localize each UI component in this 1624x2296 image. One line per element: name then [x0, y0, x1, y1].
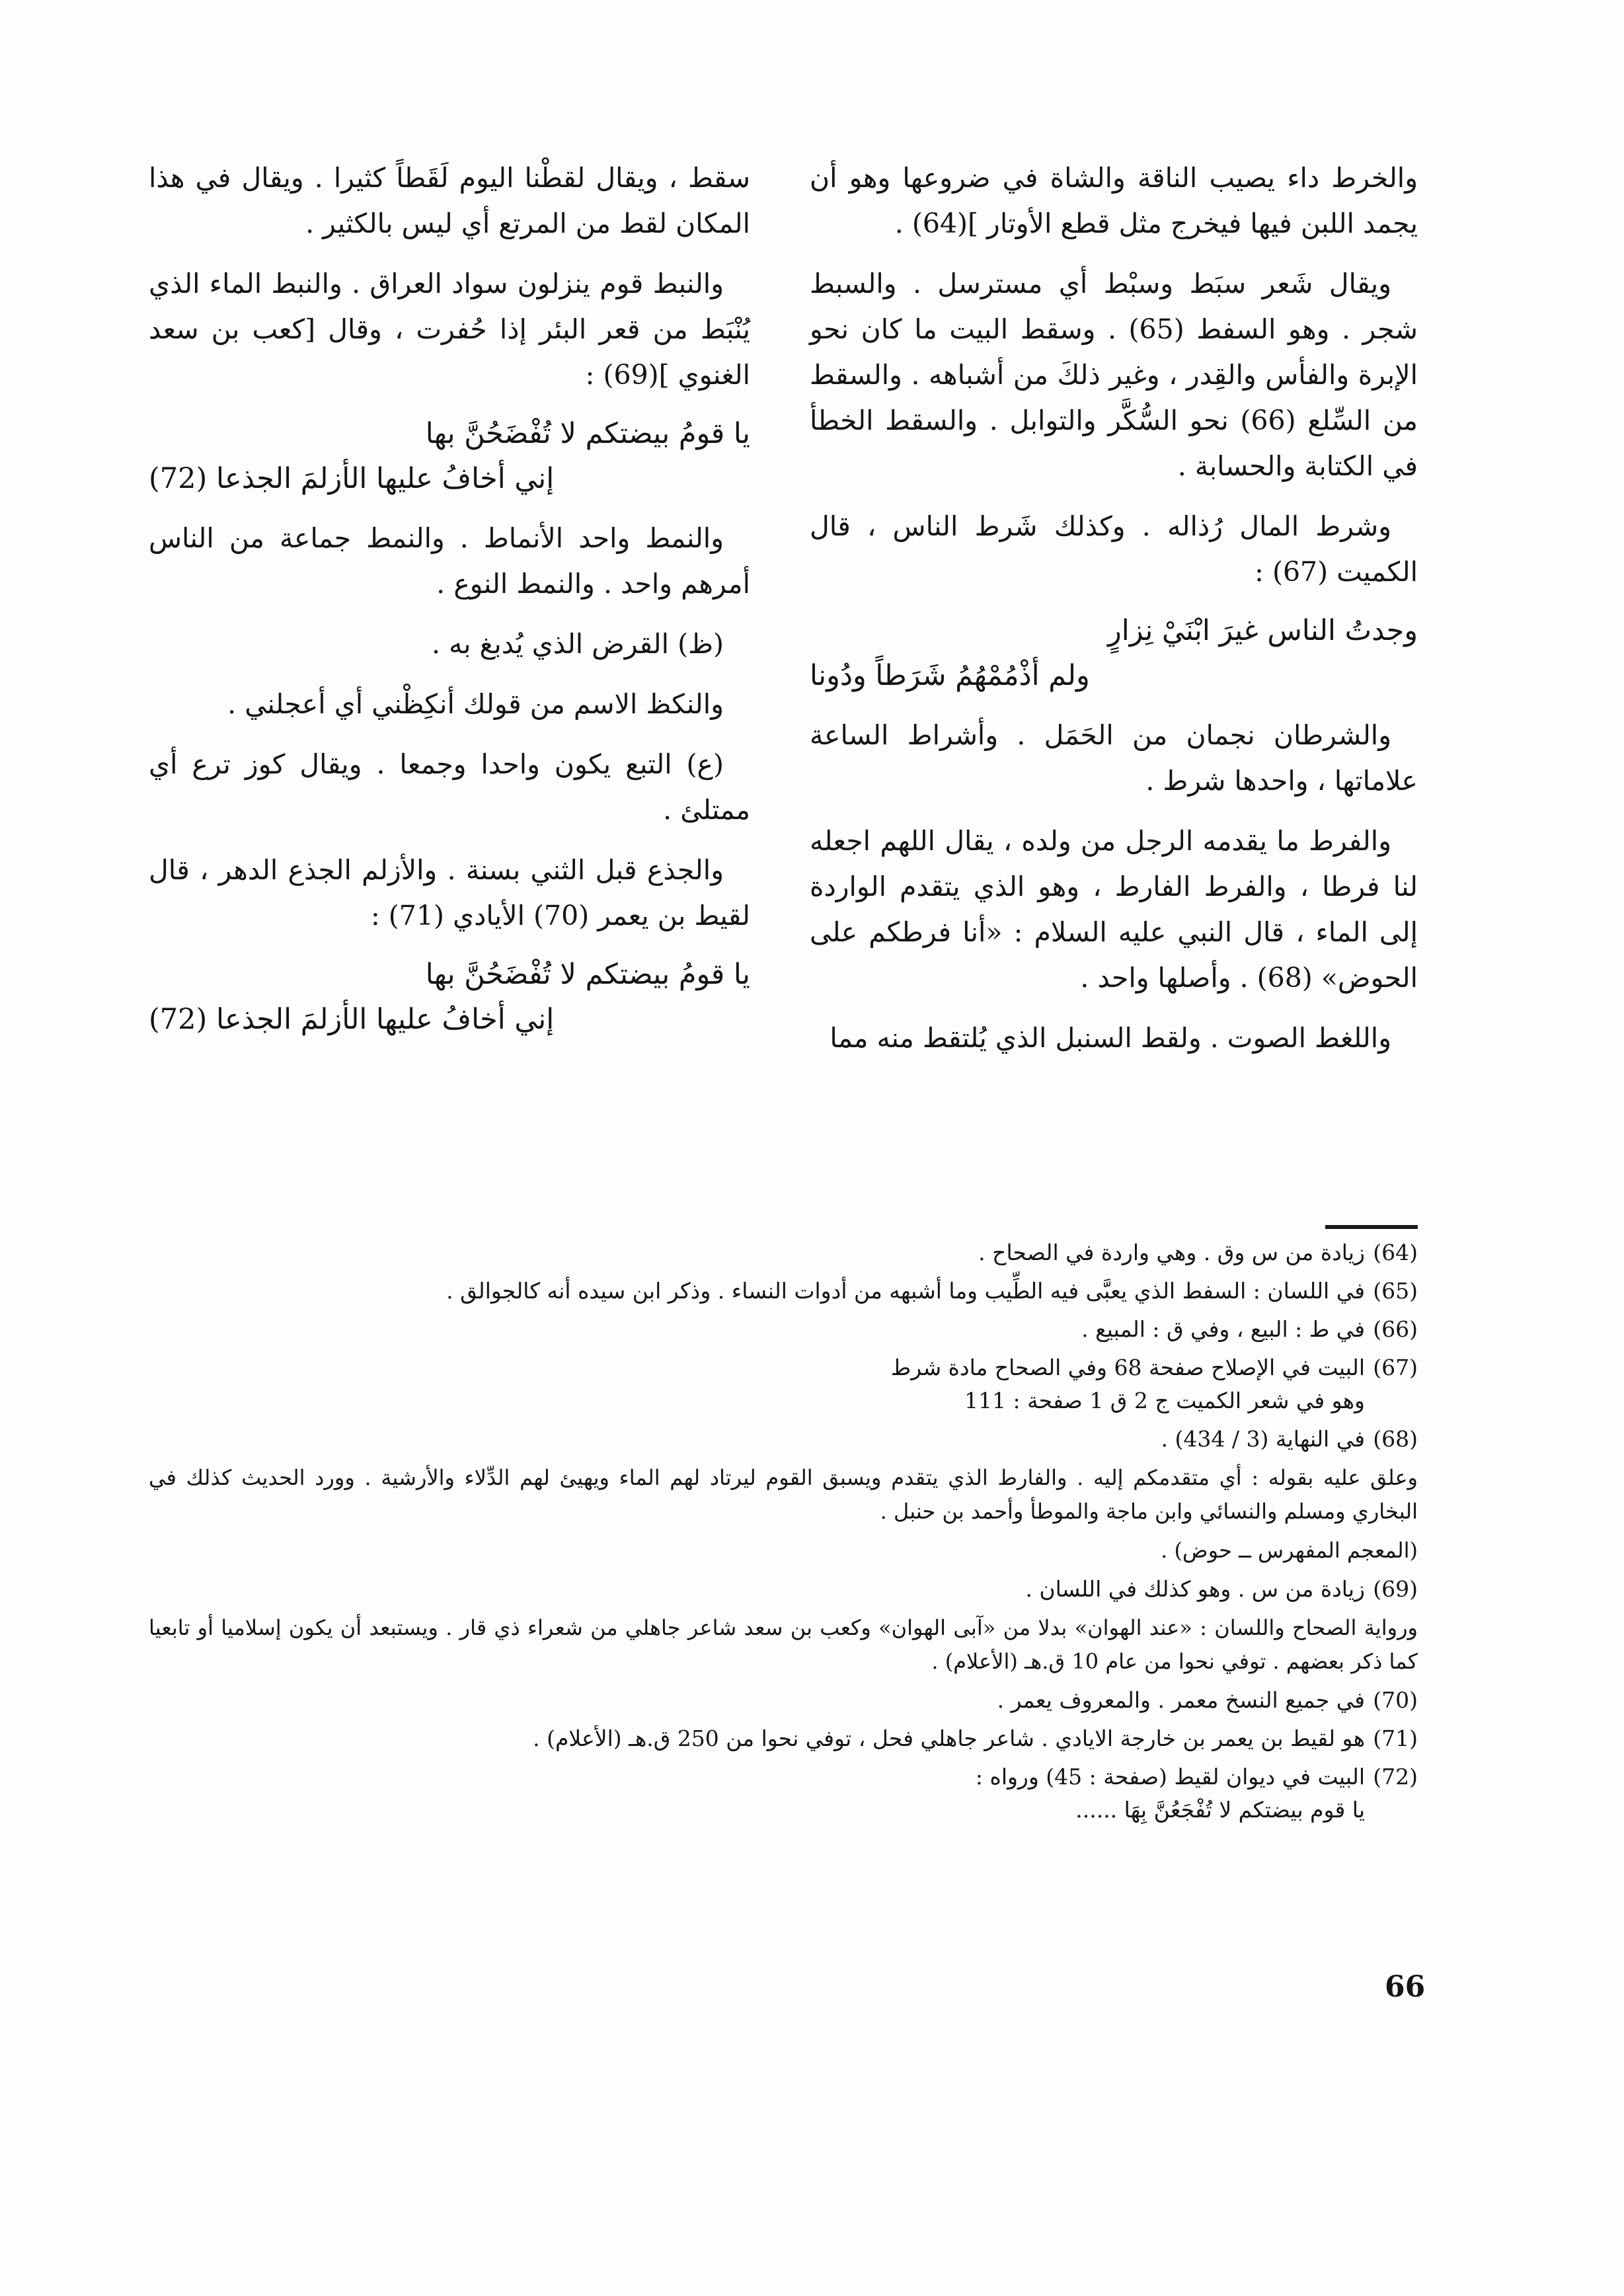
verse-second-hemistich: ولم أذْمُمْهُمُ شَرَطاً ودُونا — [810, 659, 1090, 692]
footnote-text: زيادة من س وق . وهي واردة في الصحاح . — [978, 1240, 1365, 1265]
footnote-text: في النهاية (3 / 434) . — [1161, 1426, 1365, 1452]
footnote-66 — [149, 1313, 1418, 1346]
footnote-number: (65) — [1373, 1278, 1418, 1304]
footnote-line: البيت في الإصلاح صفحة 68 وفي الصحاح مادة شرط — [890, 1355, 1365, 1380]
paragraph: والنبط قوم ينزلون سواد العراق . والنبط الماء الذي يُنْبَط من قعر البئر إذا حُفرت ، وقال [كعب بن سعد الغنوي ](69) : — [149, 268, 750, 391]
footnote-number: (71) — [1373, 1725, 1418, 1751]
footnote-continuation: (المعجم المفهرس ــ حوض) . — [1161, 1538, 1418, 1563]
footnote-68 — [149, 1423, 1418, 1456]
footnote-number: (70) — [1373, 1687, 1418, 1713]
paragraph: سقط ، ويقال لقطْنا اليوم لَقَطاً كثيرا . ويقال في هذا المكان لقط من المرتع أي ليس بالكثير . — [149, 162, 750, 239]
footnote-70 — [149, 1684, 1418, 1717]
footnote-continuation: وعلق عليه بقوله : أي متقدمكم إليه . والفارط الذي يتقدم ويسبق القوم ليرتاد لهم الماء ويهيئ لهم الدِّلاء والأرشية . وورد الحديث كذلك في البخاري ومسلم والنسائي وابن ماجة والموطأ وأحمد بن حنبل . — [149, 1465, 1418, 1524]
footnote-64 — [149, 1236, 1418, 1269]
footnote-number: (72) — [1373, 1764, 1418, 1790]
paragraph: (ع) التبع يكون واحدا وجمعا . ويقال كوز ترع أي ممتلئ . — [149, 748, 750, 826]
paragraph: والخرط داء يصيب الناقة والشاة في ضروعها وهو أن يجمد اللبن فيها فيخرج مثل قطع الأوتار ](64) . — [810, 162, 1418, 239]
footnote-text: في اللسان : السفط الذي يعبَّى فيه الطِّيب وما أشبهه من أدوات النساء . وذكر ابن سيده أنه كالجوالق . — [446, 1278, 1365, 1304]
verse-first-hemistich: يا قومُ بيضتكم لا تُفْضَحُنَّ بها — [425, 958, 750, 991]
footnote-69 — [149, 1573, 1418, 1606]
footnote-line: يا قوم بيضتكم لا تُفْجَعُنَّ بِهَا ...... — [1075, 1797, 1365, 1823]
footnote-line: وهو في شعر الكميت ج 2 ق 1 صفحة : 111 — [964, 1388, 1365, 1413]
footnote-65 — [149, 1275, 1418, 1308]
paragraph: ويقال شَعر سبَط وسبْط أي مسترسل . والسبط شجر . وهو السفط (65) . وسقط البيت ما كان نحو الإبرة والفأس والقِدر ، وغير ذلكَ من أشباهه . والسقط من السِّلع (66) نحو السُّكَّر والتوابل . والسقط الخطأ في الكتابة والحسابة . — [810, 268, 1418, 482]
footnote-text: هو لقيط بن يعمر بن خارجة الايادي . شاعر جاهلي فحل ، توفي نحوا من 250 ق.هـ (الأعلام) . — [533, 1725, 1365, 1751]
footnotes — [149, 1236, 1418, 1832]
left-column — [149, 155, 750, 1056]
footnote-text — [149, 1761, 1365, 1827]
footnote-number: (68) — [1373, 1426, 1418, 1452]
footnote-line: البيت في ديوان لقيط (صفحة : 45) ورواه : — [975, 1764, 1365, 1790]
verse-first-hemistich: يا قومُ بيضتكم لا تُفْضَحُنَّ بها — [425, 417, 750, 450]
verse-first-hemistich: وجدتُ الناس غيرَ ابْنَيْ نِزارٍ — [1107, 614, 1418, 647]
footnote-number: (66) — [1373, 1316, 1418, 1342]
footnote-number: (69) — [1373, 1576, 1418, 1602]
paragraph: والشرطان نجمان من الحَمَل . وأشراط الساعة علاماتها ، واحدها شرط . — [810, 719, 1418, 797]
paragraph: والنكظ الاسم من قولك أنكِظْني أي أعجلني . — [227, 688, 724, 720]
footnote-number: (67) — [1373, 1355, 1418, 1380]
paragraph: (ظ) القرض الذي يُدبغ به . — [432, 628, 724, 660]
verse-second-hemistich: إني أخافُ عليها الأزلمَ الجذعا (72) — [149, 462, 555, 495]
footnote-72 — [149, 1761, 1418, 1827]
footnote-text: في جميع النسخ معمر . والمعروف يعمر . — [997, 1687, 1365, 1713]
right-column — [810, 155, 1418, 1076]
verse — [149, 953, 750, 1041]
paragraph: واللغط الصوت . ولقط السنبل الذي يُلتقط منه مما — [830, 1022, 1391, 1054]
footnote-text — [149, 1351, 1365, 1417]
footnote-continuation: ورواية الصحاح واللسان : «عند الهوان» بدلا من «آبى الهوان» وكعب بن سعد شاعر جاهلي من شعراء ذي قار . ويستبعد أن يكون إسلاميا أو تابعيا كما ذكر بعضهم . توفي نحوا من عام 10 ق.هـ (الأعلام) . — [149, 1615, 1418, 1674]
footnote-number: (64) — [1373, 1240, 1418, 1265]
verse — [149, 413, 750, 500]
paragraph: والفرط ما يقدمه الرجل من ولده ، يقال اللهم اجعله لنا فرطا ، والفرط الفارط ، وهو الذي يتقدم الواردة إلى الماء ، قال النبي عليه السلام : «أنا فرطكم على الحوض» (68) . وأصلها واحد . — [810, 825, 1418, 994]
paragraph: وشرط المال رُذاله . وكذلك شَرط الناس ، قال الكميت (67) : — [810, 510, 1418, 588]
footnote-text: في ط : البيع ، وفي ق : المبيع . — [1081, 1316, 1365, 1342]
paragraph: والجذع قبل الثني بسنة . والأزلم الجذع الدهر ، قال لقيط بن يعمر (70) الأيادي (71) : — [149, 854, 750, 931]
footnote-71 — [149, 1722, 1418, 1755]
footnote-text: زيادة من س . وهو كذلك في اللسان . — [1025, 1576, 1365, 1602]
verse — [810, 610, 1418, 697]
page-number: 66 — [1385, 1970, 1426, 2004]
footnote-67 — [149, 1351, 1418, 1417]
verse-second-hemistich: إني أخافُ عليها الأزلمَ الجذعا (72) — [149, 1003, 555, 1036]
footnote-separator-rule — [1325, 1225, 1418, 1229]
paragraph: والنمط واحد الأنماط . والنمط جماعة من الناس أمرهم واحد . والنمط النوع . — [149, 522, 750, 600]
